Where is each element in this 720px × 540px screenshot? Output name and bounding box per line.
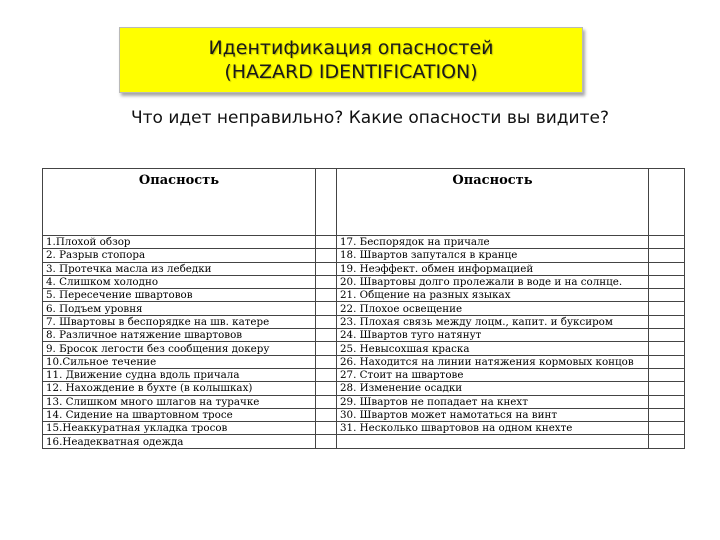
table-row [43, 302, 685, 315]
hazard-cell-right: 23. Плохая связь между лоцм., капит. и буксиром [337, 315, 649, 328]
title-line-ru: Идентификация опасностей [208, 37, 494, 59]
mark-cell-right [649, 275, 685, 288]
hazard-cell-left: 6. Подъем уровня [43, 302, 316, 315]
hazard-cell-left: 3. Протечка масла из лебедки [43, 262, 316, 275]
table-row [43, 275, 685, 288]
hazard-cell-right: 29. Швартов не попадает на кнехт [337, 395, 649, 408]
mark-cell-left [316, 315, 337, 328]
table-row [43, 249, 685, 262]
hazard-cell-right: 26. Находится на линии натяжения кормовых концов [337, 355, 649, 368]
mark-cell-right [649, 382, 685, 395]
mark-cell-left [316, 355, 337, 368]
hazard-table [42, 168, 685, 449]
title-line-en: (HAZARD IDENTIFICATION) [224, 61, 478, 83]
hazard-cell-left: 16.Неадекватная одежда [43, 435, 316, 448]
table-header-row [43, 169, 685, 236]
table-row [43, 395, 685, 408]
mark-cell-right [649, 422, 685, 435]
mark-cell-right [649, 355, 685, 368]
hazard-cell-right: 18. Швартов запутался в кранце [337, 249, 649, 262]
hazard-cell-right: 27. Стоит на швартове [337, 368, 649, 381]
hazard-cell-left: 2. Разрыв стопора [43, 249, 316, 262]
hazard-cell-left: 7. Швартовы в беспорядке на шв. катере [43, 315, 316, 328]
table-row [43, 315, 685, 328]
hazard-cell-left: 11. Движение судна вдоль причала [43, 368, 316, 381]
mark-cell-left [316, 289, 337, 302]
table-row [43, 422, 685, 435]
mark-cell-right [649, 408, 685, 421]
hazard-cell-left: 10.Сильное течение [43, 355, 316, 368]
hazard-cell-left: 1.Плохой обзор [43, 236, 316, 249]
mark-cell-left [316, 262, 337, 275]
hazard-cell-right: 22. Плохое освещение [337, 302, 649, 315]
hazard-cell-right: 17. Беспорядок на причале [337, 236, 649, 249]
title-banner [119, 27, 583, 93]
header-mark-left [316, 169, 337, 236]
mark-cell-left [316, 435, 337, 448]
question-text: Что идет неправильно? Какие опасности вы видите? [131, 108, 609, 128]
mark-cell-right [649, 249, 685, 262]
mark-cell-right [649, 289, 685, 302]
mark-cell-right [649, 368, 685, 381]
hazard-cell-left: 14. Сидение на швартовном тросе [43, 408, 316, 421]
mark-cell-left [316, 368, 337, 381]
hazard-cell-right: 21. Общение на разных языках [337, 289, 649, 302]
mark-cell-right [649, 342, 685, 355]
hazard-cell-right [337, 435, 649, 448]
mark-cell-right [649, 435, 685, 448]
mark-cell-left [316, 408, 337, 421]
table-row [43, 342, 685, 355]
mark-cell-left [316, 422, 337, 435]
hazard-cell-left: 9. Бросок легости без сообщения докеру [43, 342, 316, 355]
table-row [43, 435, 685, 448]
mark-cell-left [316, 342, 337, 355]
hazard-cell-left: 5. Пересечение швартовов [43, 289, 316, 302]
mark-cell-right [649, 315, 685, 328]
table-row [43, 262, 685, 275]
table-row [43, 408, 685, 421]
mark-cell-right [649, 236, 685, 249]
header-hazard-right: Опасность [337, 169, 649, 236]
hazard-cell-right: 25. Невысохшая краска [337, 342, 649, 355]
mark-cell-right [649, 262, 685, 275]
table-row [43, 236, 685, 249]
hazard-cell-left: 4. Слишком холодно [43, 275, 316, 288]
header-hazard-left: Опасность [43, 169, 316, 236]
mark-cell-left [316, 236, 337, 249]
table-row [43, 368, 685, 381]
mark-cell-left [316, 302, 337, 315]
hazard-cell-left: 8. Различное натяжение швартовов [43, 329, 316, 342]
mark-cell-right [649, 302, 685, 315]
mark-cell-left [316, 329, 337, 342]
hazard-cell-right: 19. Неэффект. обмен информацией [337, 262, 649, 275]
mark-cell-left [316, 395, 337, 408]
mark-cell-right [649, 395, 685, 408]
mark-cell-left [316, 382, 337, 395]
hazard-cell-left: 15.Неаккуратная укладка тросов [43, 422, 316, 435]
table-row [43, 382, 685, 395]
hazard-cell-right: 24. Швартов туго натянут [337, 329, 649, 342]
hazard-cell-right: 31. Несколько швартовов на одном кнехте [337, 422, 649, 435]
table-row [43, 355, 685, 368]
hazard-cell-right: 28. Изменение осадки [337, 382, 649, 395]
hazard-cell-right: 20. Швартовы долго пролежали в воде и на солнце. [337, 275, 649, 288]
mark-cell-left [316, 275, 337, 288]
hazard-cell-right: 30. Швартов может намотаться на винт [337, 408, 649, 421]
table-row [43, 289, 685, 302]
mark-cell-right [649, 329, 685, 342]
header-mark-right [649, 169, 685, 236]
hazard-cell-left: 12. Нахождение в бухте (в колышках) [43, 382, 316, 395]
table-row [43, 329, 685, 342]
hazard-cell-left: 13. Слишком много шлагов на турачке [43, 395, 316, 408]
mark-cell-left [316, 249, 337, 262]
